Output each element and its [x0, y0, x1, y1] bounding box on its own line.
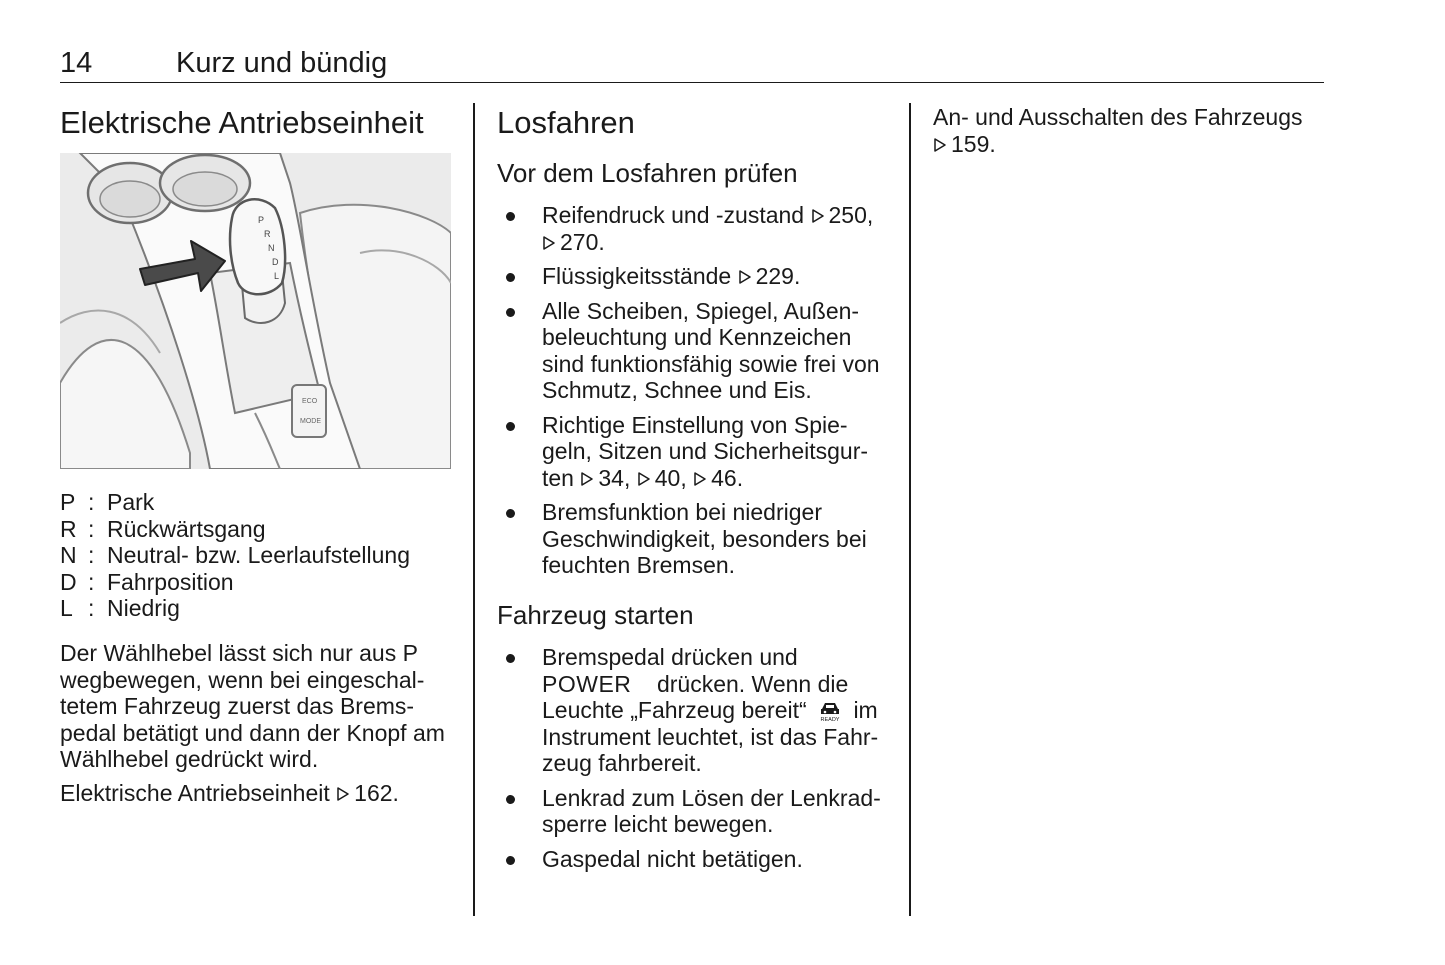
bullet-icon	[506, 654, 515, 663]
cross-reference: Elektrische Antriebseinheit 162.	[60, 780, 399, 806]
section-heading: Elektrische Antriebseinheit	[60, 105, 424, 140]
cross-reference: An- und Ausschalten des Fahrzeugs 159.	[933, 104, 1303, 157]
power-button-label: POWER	[542, 670, 632, 697]
section-heading: Losfahren	[497, 105, 635, 140]
page-reference: 159.	[951, 130, 996, 157]
svg-text:N: N	[268, 243, 275, 253]
page-number: 14	[60, 47, 93, 79]
list-item: Bremspedal drücken und POWER drücken. Wenn die Leuchte „Fahrzeug bereit“ READY im Instrument leuchtet, ist das Fahr- zeug fahrbereit.	[497, 644, 881, 777]
legend-item: N : Neutral- bzw. Leerlaufstellung	[60, 542, 410, 568]
svg-text:MODE: MODE	[300, 418, 321, 425]
page-reference-icon	[933, 138, 947, 152]
svg-text:R: R	[264, 229, 271, 239]
page-reference-icon	[336, 787, 350, 801]
bullet-icon	[506, 273, 515, 282]
list-item: Reifendruck und -zustand 250, 270.	[497, 202, 880, 255]
legend-item: D : Fahrposition	[60, 568, 234, 595]
bullet-icon	[506, 308, 515, 317]
legend-key: D	[60, 568, 77, 595]
legend-label: Park	[107, 489, 155, 515]
list-item: Bremsfunktion bei niedriger Geschwindigkeit, besonders bei feuchten Bremsen.	[497, 499, 880, 579]
legend-label: Fahrposition	[107, 568, 234, 595]
page-reference-icon	[542, 236, 556, 250]
vehicle-ready-icon	[817, 700, 843, 722]
page-reference-icon	[811, 209, 825, 223]
start-steps	[497, 644, 881, 880]
bullet-icon	[506, 795, 515, 804]
legend-key: R	[60, 515, 77, 542]
list-item: Richtige Einstellung von Spie- geln, Sitzen und Sicherheitsgur- ten 34, 40, 46.	[497, 412, 880, 492]
gear-legend	[60, 489, 410, 622]
checklist	[497, 202, 880, 587]
list-item: Lenkrad zum Lösen der Lenkrad- sperre leicht bewegen.	[497, 785, 881, 838]
legend-label: Neutral- bzw. Leerlaufstellung	[107, 542, 410, 568]
running-title: Kurz und bündig	[176, 47, 388, 79]
page-header	[60, 44, 1324, 83]
page-reference: 162.	[354, 780, 399, 806]
bullet-icon	[506, 422, 515, 431]
bullet-icon	[506, 856, 515, 865]
svg-text:L: L	[274, 271, 280, 281]
page-reference-icon	[738, 270, 752, 284]
column-divider	[473, 103, 475, 916]
column-divider	[909, 103, 911, 916]
svg-text:ECO: ECO	[302, 398, 318, 405]
svg-text:READY: READY	[820, 717, 840, 722]
svg-text:D: D	[272, 257, 279, 267]
svg-text:P: P	[258, 215, 265, 225]
legend-item: P : Park	[60, 489, 155, 515]
list-item: Alle Scheiben, Spiegel, Außen- beleuchtung und Kennzeichen sind funktionsfähig sowie frei von Schmutz, Schnee und Eis.	[497, 298, 880, 404]
gear-selector-illustration	[60, 153, 451, 469]
bullet-icon	[506, 212, 515, 221]
legend-item: L : Niedrig	[60, 595, 180, 621]
bullet-icon	[506, 509, 515, 518]
selector-paragraph: Der Wählhebel lässt sich nur aus P wegbewegen, wenn bei eingeschal- tetem Fahrzeug zuerst das Brems- pedal betätigt und dann der Knopf am Wählhebel gedrückt wird.	[60, 640, 445, 772]
legend-key: N	[60, 542, 77, 568]
legend-label: Niedrig	[107, 595, 180, 621]
legend-label: Rückwärtsgang	[107, 515, 266, 542]
list-item: Flüssigkeitsstände 229.	[497, 263, 880, 290]
legend-key: L	[60, 595, 73, 621]
list-item: Gaspedal nicht betätigen.	[497, 846, 881, 873]
page-reference-icon	[637, 472, 651, 486]
page-reference-icon	[580, 472, 594, 486]
subsection-heading: Fahrzeug starten	[497, 600, 694, 630]
legend-key: P	[60, 489, 76, 515]
page-reference-icon	[693, 472, 707, 486]
subsection-heading: Vor dem Losfahren prüfen	[497, 158, 798, 188]
legend-item: R : Rückwärtsgang	[60, 515, 266, 542]
